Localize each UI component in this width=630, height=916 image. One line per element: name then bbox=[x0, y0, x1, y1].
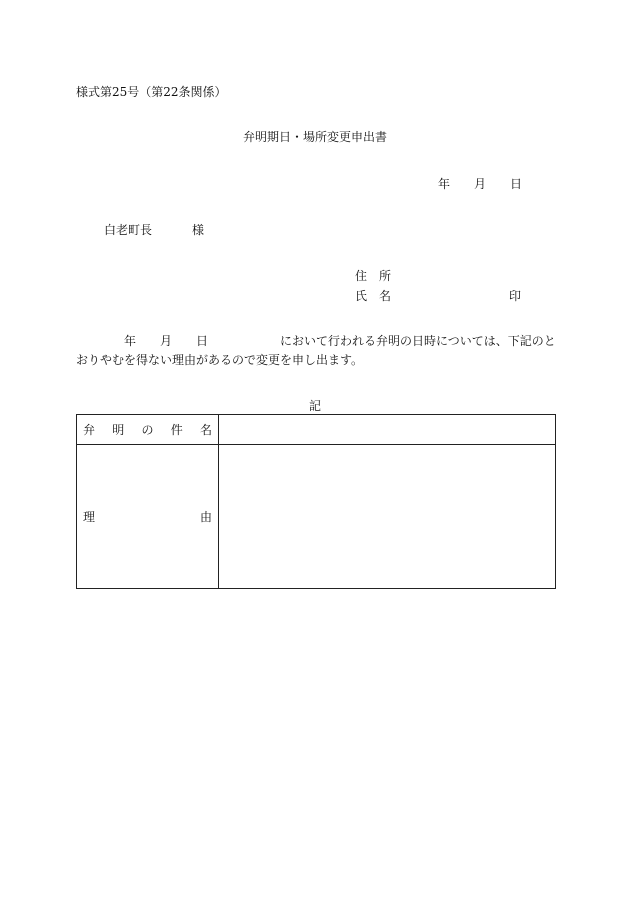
addressee bbox=[104, 223, 204, 237]
seal-mark: 印 bbox=[509, 289, 522, 303]
date-month: 月 bbox=[474, 177, 487, 191]
date-year: 年 bbox=[438, 177, 451, 191]
form-number: 様式第25号（第22条関係） bbox=[76, 85, 227, 99]
body-text-line-2: おりやむを得ない理由があるので変更を申し出ます。 bbox=[76, 353, 364, 367]
subject-label-char: 弁 bbox=[83, 423, 96, 438]
applicant-address-label: 住 所 bbox=[355, 269, 392, 283]
reason-label bbox=[77, 508, 218, 525]
date-day: 日 bbox=[510, 177, 523, 191]
detail-table bbox=[76, 414, 556, 589]
subject-label-char: 件 bbox=[170, 423, 183, 438]
body-year: 年 bbox=[124, 334, 137, 348]
subject-label-char: 名 bbox=[199, 423, 212, 438]
subject-value-cell[interactable] bbox=[219, 415, 556, 445]
reason-label-cell bbox=[77, 445, 219, 589]
reason-label-char: 理 bbox=[83, 510, 96, 525]
subject-label-char: 明 bbox=[112, 423, 125, 438]
body-month: 月 bbox=[160, 334, 173, 348]
subject-label-char: の bbox=[141, 423, 154, 438]
reason-label-char: 由 bbox=[199, 510, 212, 525]
applicant-name-label: 氏 名 bbox=[355, 289, 392, 303]
subject-label-cell bbox=[77, 415, 219, 445]
body-day: 日 bbox=[196, 334, 209, 348]
addressee-honorific: 様 bbox=[192, 223, 205, 237]
subject-label bbox=[77, 421, 218, 438]
document-title: 弁明期日・場所変更申出書 bbox=[242, 130, 387, 144]
submission-date bbox=[438, 177, 522, 191]
ki-heading: 記 bbox=[308, 399, 321, 413]
body-line1-text: において行われる弁明の日時については、下記のと bbox=[280, 334, 556, 348]
addressee-name: 白老町長 bbox=[104, 223, 153, 237]
reason-row bbox=[77, 445, 556, 589]
subject-row bbox=[77, 415, 556, 445]
reason-value-cell[interactable] bbox=[219, 445, 556, 589]
